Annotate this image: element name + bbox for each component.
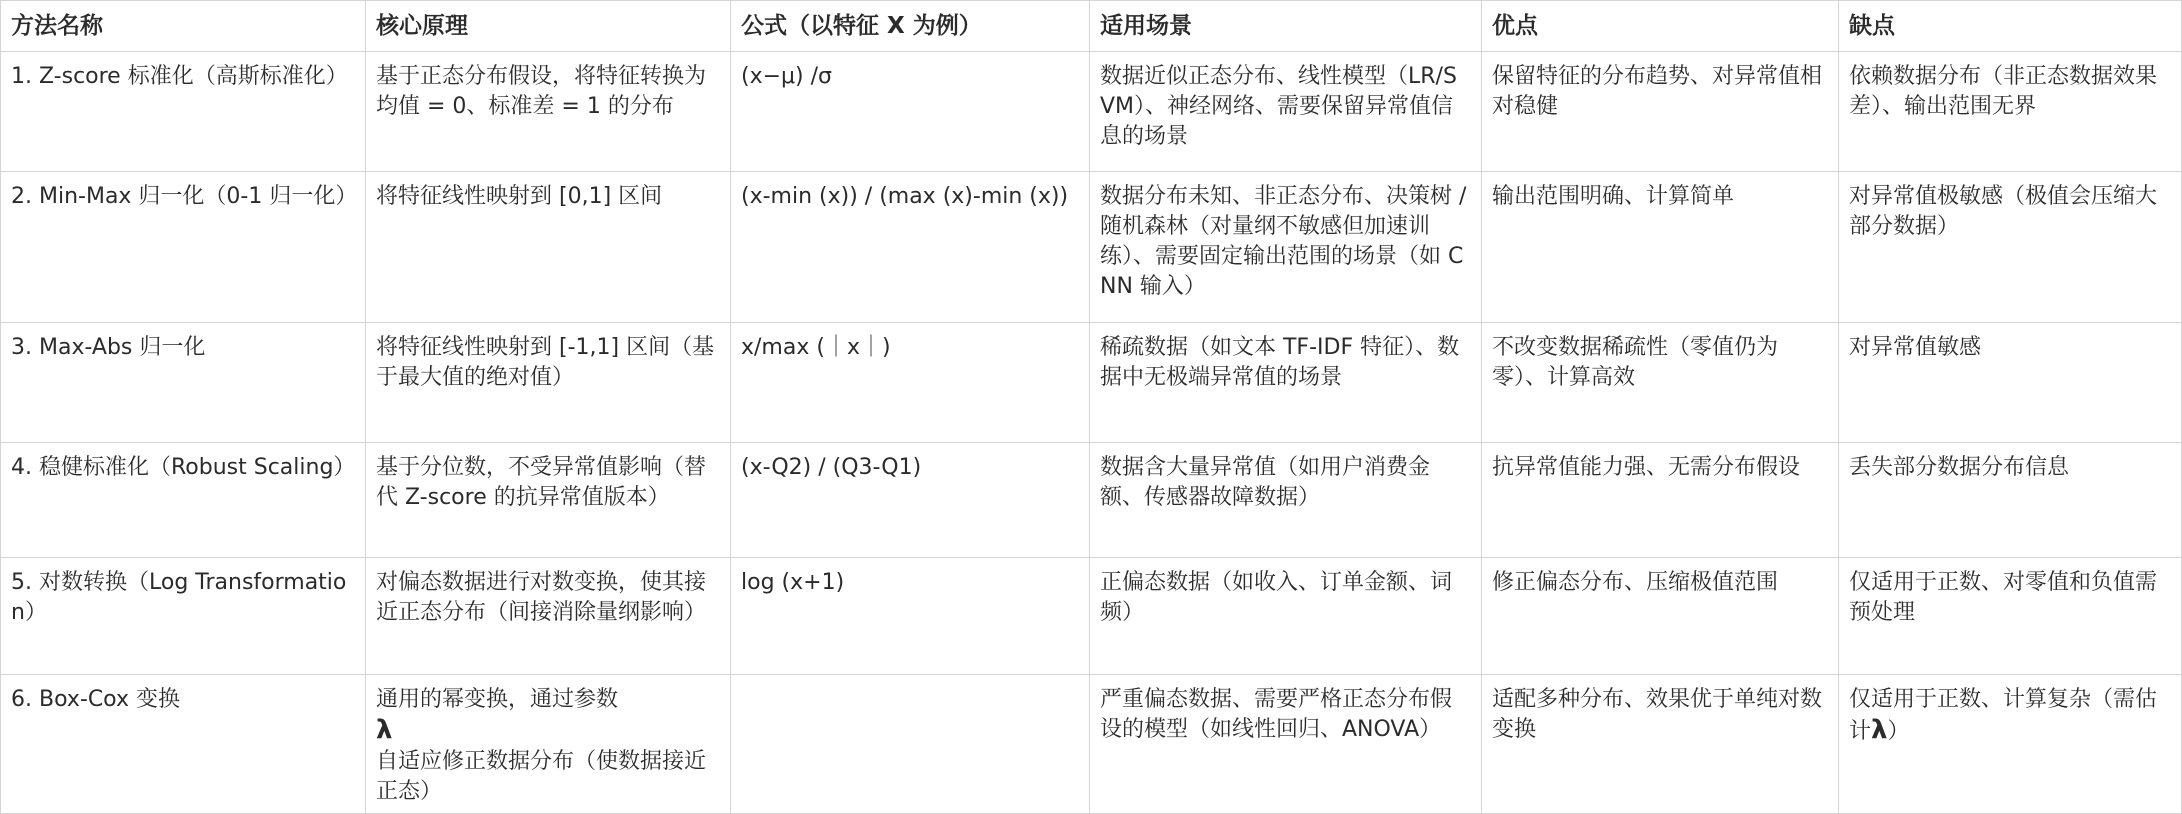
pros-cell: 适配多种分布、效果优于单纯对数变换 bbox=[1482, 675, 1839, 814]
header-principle: 核心原理 bbox=[366, 1, 731, 52]
method-name-cell: 6. Box-Cox 变换 bbox=[1, 675, 366, 814]
cons-cell: 仅适用于正数、对零值和负值需预处理 bbox=[1839, 558, 2182, 675]
principle-cell: 将特征线性映射到 [-1,1] 区间（基于最大值的绝对值） bbox=[366, 323, 731, 443]
principle-text-b: 自适应修正数据分布（使数据接近正态） bbox=[376, 749, 707, 804]
table-row bbox=[1, 558, 2182, 675]
scenario-cell: 数据含大量异常值（如用户消费金额、传感器故障数据） bbox=[1090, 443, 1482, 558]
principle-cell: 将特征线性映射到 [0,1] 区间 bbox=[366, 172, 731, 323]
table-row bbox=[1, 323, 2182, 443]
lambda-symbol: λ bbox=[1871, 715, 1888, 745]
cons-cell: 依赖数据分布（非正态数据效果差）、输出范围无界 bbox=[1839, 52, 2182, 172]
table-row bbox=[1, 675, 2182, 814]
scenario-cell: 稀疏数据（如文本 TF-IDF 特征）、数据中无极端异常值的场景 bbox=[1090, 323, 1482, 443]
formula-cell bbox=[731, 675, 1090, 814]
header-cons: 缺点 bbox=[1839, 1, 2182, 52]
formula-cell: log (x+1) bbox=[731, 558, 1090, 675]
pros-cell: 不改变数据稀疏性（零值仍为零）、计算高效 bbox=[1482, 323, 1839, 443]
header-scenario: 适用场景 bbox=[1090, 1, 1482, 52]
principle-cell bbox=[366, 675, 731, 814]
scenario-cell: 数据近似正态分布、线性模型（LR/SVM）、神经网络、需要保留异常值信息的场景 bbox=[1090, 52, 1482, 172]
scenario-cell: 严重偏态数据、需要严格正态分布假设的模型（如线性回归、ANOVA） bbox=[1090, 675, 1482, 814]
formula-cell: (x-Q2) / (Q3-Q1) bbox=[731, 443, 1090, 558]
formula-cell: (x-min (x)) / (max (x)-min (x)) bbox=[731, 172, 1090, 323]
header-method-name: 方法名称 bbox=[1, 1, 366, 52]
pros-cell: 抗异常值能力强、无需分布假设 bbox=[1482, 443, 1839, 558]
cons-cell: 对异常值敏感 bbox=[1839, 323, 2182, 443]
method-name-cell: 3. Max-Abs 归一化 bbox=[1, 323, 366, 443]
formula-cell: (x−μ) /σ bbox=[731, 52, 1090, 172]
cons-cell: 对异常值极敏感（极值会压缩大部分数据） bbox=[1839, 172, 2182, 323]
cons-text-a: 仅适用于正数、计算复杂（需估计 bbox=[1849, 687, 2158, 744]
principle-cell: 基于正态分布假设，将特征转换为均值 = 0、标准差 = 1 的分布 bbox=[366, 52, 731, 172]
scenario-cell: 正偏态数据（如收入、订单金额、词频） bbox=[1090, 558, 1482, 675]
method-name-cell: 1. Z-score 标准化（高斯标准化） bbox=[1, 52, 366, 172]
method-name-cell: 2. Min-Max 归一化（0-1 归一化） bbox=[1, 172, 366, 323]
principle-cell: 对偏态数据进行对数变换，使其接近正态分布（间接消除量纲影响） bbox=[366, 558, 731, 675]
header-pros: 优点 bbox=[1482, 1, 1839, 52]
table-row bbox=[1, 172, 2182, 323]
principle-text-a: 通用的幂变换，通过参数 bbox=[376, 687, 619, 712]
lambda-symbol: λ bbox=[376, 715, 393, 745]
formula-cell: x/max (｜x｜) bbox=[731, 323, 1090, 443]
cons-cell: 丢失部分数据分布信息 bbox=[1839, 443, 2182, 558]
table-row bbox=[1, 443, 2182, 558]
header-row bbox=[1, 1, 2182, 52]
method-name-cell: 4. 稳健标准化（Robust Scaling） bbox=[1, 443, 366, 558]
pros-cell: 保留特征的分布趋势、对异常值相对稳健 bbox=[1482, 52, 1839, 172]
principle-cell: 基于分位数，不受异常值影响（替代 Z-score 的抗异常值版本） bbox=[366, 443, 731, 558]
cons-text-b: ） bbox=[1887, 719, 1910, 744]
pros-cell: 修正偏态分布、压缩极值范围 bbox=[1482, 558, 1839, 675]
header-formula: 公式（以特征 X 为例） bbox=[731, 1, 1090, 52]
cons-cell bbox=[1839, 675, 2182, 814]
pros-cell: 输出范围明确、计算简单 bbox=[1482, 172, 1839, 323]
table-row bbox=[1, 52, 2182, 172]
method-name-cell: 5. 对数转换（Log Transformation） bbox=[1, 558, 366, 675]
scenario-cell: 数据分布未知、非正态分布、决策树 / 随机森林（对量纲不敏感但加速训练）、需要固定输出范围的场景（如 CNN 输入） bbox=[1090, 172, 1482, 323]
